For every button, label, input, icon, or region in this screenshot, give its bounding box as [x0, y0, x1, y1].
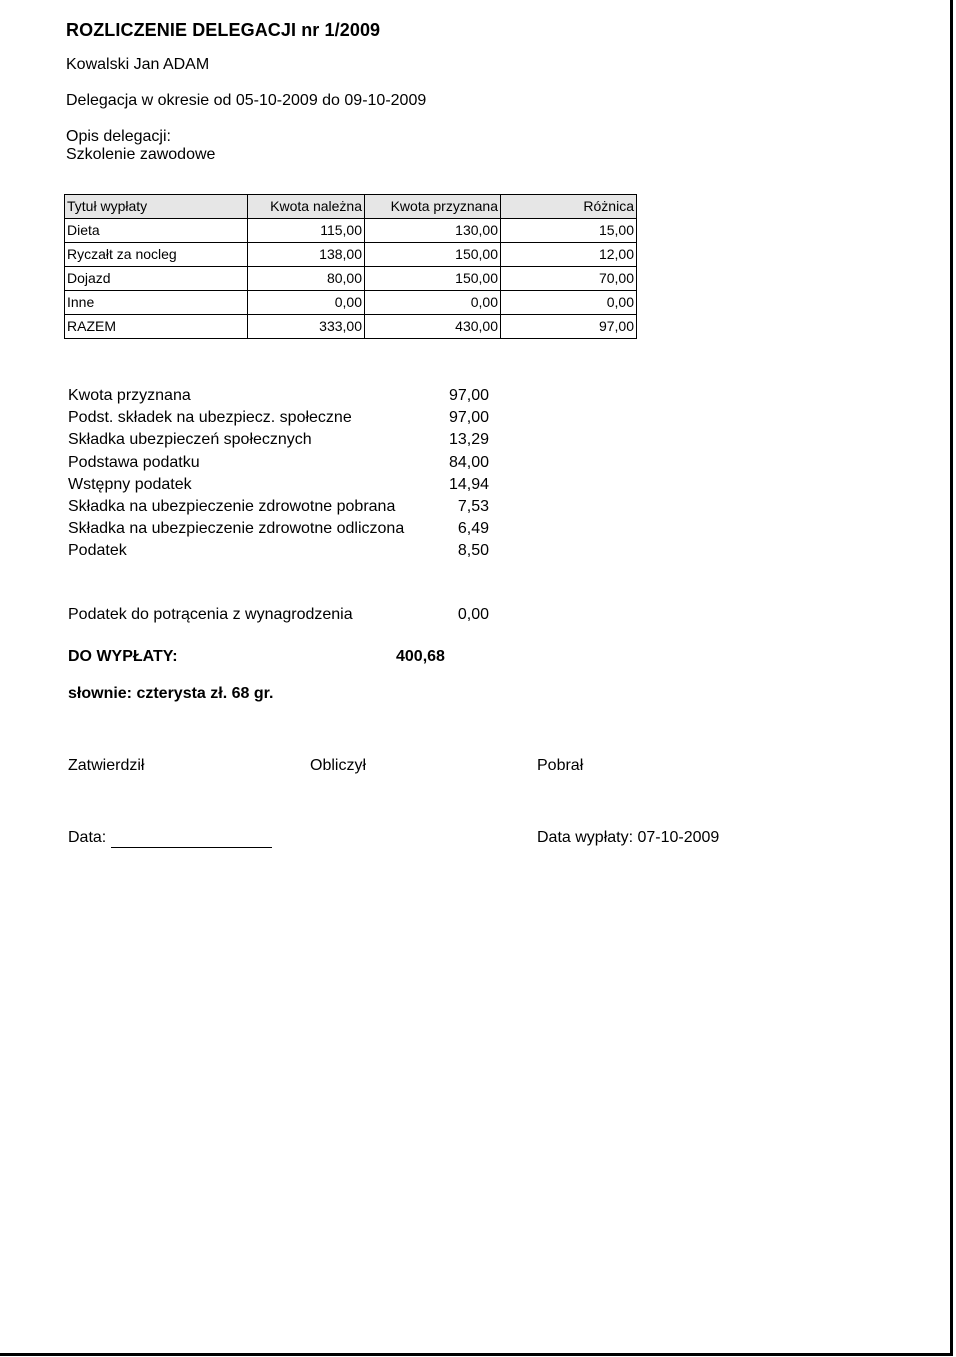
- tax-deduction-label: Podatek do potrącenia z wynagrodzenia: [68, 606, 353, 623]
- cell-granted: 150,00: [365, 243, 501, 267]
- summary-row: [68, 429, 493, 451]
- employee-name: Kowalski Jan ADAM: [66, 56, 210, 73]
- description-label: Opis delegacji:: [66, 128, 171, 145]
- cell-granted: 130,00: [365, 219, 501, 243]
- summary-value: 14,94: [448, 475, 489, 493]
- summary-row: [68, 474, 493, 496]
- cell-granted: 150,00: [365, 267, 501, 291]
- delegation-period: Delegacja w okresie od 05-10-2009 do 09-10-2009: [66, 92, 427, 109]
- calculation-summary: [68, 385, 493, 563]
- summary-value: 97,00: [448, 409, 489, 427]
- table-row: [65, 219, 637, 243]
- column-header-title: Tytuł wypłaty: [65, 195, 248, 219]
- column-header-due: Kwota należna: [248, 195, 365, 219]
- summary-label: Kwota przyznana: [68, 387, 191, 404]
- payout-label: DO WYPŁATY:: [68, 648, 178, 665]
- summary-label: Składka ubezpieczeń społecznych: [68, 431, 312, 449]
- cell-due: 138,00: [248, 243, 365, 267]
- signature-received: Pobrał: [537, 757, 584, 774]
- cell-title: Dojazd: [65, 267, 248, 291]
- date-signature-line: [111, 847, 272, 848]
- cell-title: Dieta: [65, 219, 248, 243]
- table-row: [65, 243, 637, 267]
- summary-label: Składka na ubezpieczenie zdrowotne pobrana: [68, 497, 396, 515]
- summary-row: [68, 407, 493, 429]
- summary-value: 7,53: [457, 497, 489, 515]
- summary-row: [68, 518, 493, 540]
- summary-row: [68, 452, 493, 474]
- summary-label: Podatek: [68, 542, 127, 560]
- table-total-row: [65, 315, 637, 339]
- cell-due: 333,00: [248, 315, 365, 339]
- summary-value: 8,50: [457, 542, 489, 560]
- summary-label: Wstępny podatek: [68, 475, 192, 493]
- settlement-table: [64, 194, 637, 339]
- summary-label: Podstawa podatku: [68, 453, 200, 471]
- signature-approved: Zatwierdził: [68, 757, 145, 774]
- cell-title: Ryczałt za nocleg: [65, 243, 248, 267]
- column-header-difference: Różnica: [501, 195, 637, 219]
- column-header-granted: Kwota przyznana: [365, 195, 501, 219]
- description-value: Szkolenie zawodowe: [66, 146, 216, 163]
- tax-deduction-value: 0,00: [457, 606, 489, 623]
- cell-title: RAZEM: [65, 315, 248, 339]
- table-header-row: [65, 195, 637, 219]
- amount-in-words: słownie: czterysta zł. 68 gr.: [68, 685, 274, 702]
- summary-label: Podst. składek na ubezpiecz. społeczne: [68, 409, 352, 427]
- cell-difference: 15,00: [501, 219, 637, 243]
- cell-granted: 430,00: [365, 315, 501, 339]
- summary-label: Składka na ubezpieczenie zdrowotne odliczona: [68, 520, 405, 538]
- cell-granted: 0,00: [365, 291, 501, 315]
- cell-difference: 12,00: [501, 243, 637, 267]
- cell-difference: 97,00: [501, 315, 637, 339]
- table-row: [65, 267, 637, 291]
- summary-value: 97,00: [448, 387, 489, 404]
- cell-difference: 0,00: [501, 291, 637, 315]
- document-title: ROZLICZENIE DELEGACJI nr 1/2009: [66, 20, 381, 40]
- summary-row: [68, 540, 493, 562]
- cell-title: Inne: [65, 291, 248, 315]
- summary-value: 84,00: [448, 453, 489, 471]
- summary-value: 6,49: [457, 520, 489, 538]
- summary-row: [68, 385, 493, 407]
- summary-row: [68, 496, 493, 518]
- signature-calculated: Obliczył: [310, 757, 367, 774]
- tax-deduction-row: [68, 606, 493, 628]
- table-row: [65, 291, 637, 315]
- cell-due: 115,00: [248, 219, 365, 243]
- date-label: Data:: [68, 829, 107, 846]
- cell-difference: 70,00: [501, 267, 637, 291]
- summary-value: 13,29: [448, 431, 489, 449]
- payment-date: Data wypłaty: 07-10-2009: [537, 829, 720, 846]
- payout-value: 400,68: [396, 648, 445, 665]
- cell-due: 80,00: [248, 267, 365, 291]
- cell-due: 0,00: [248, 291, 365, 315]
